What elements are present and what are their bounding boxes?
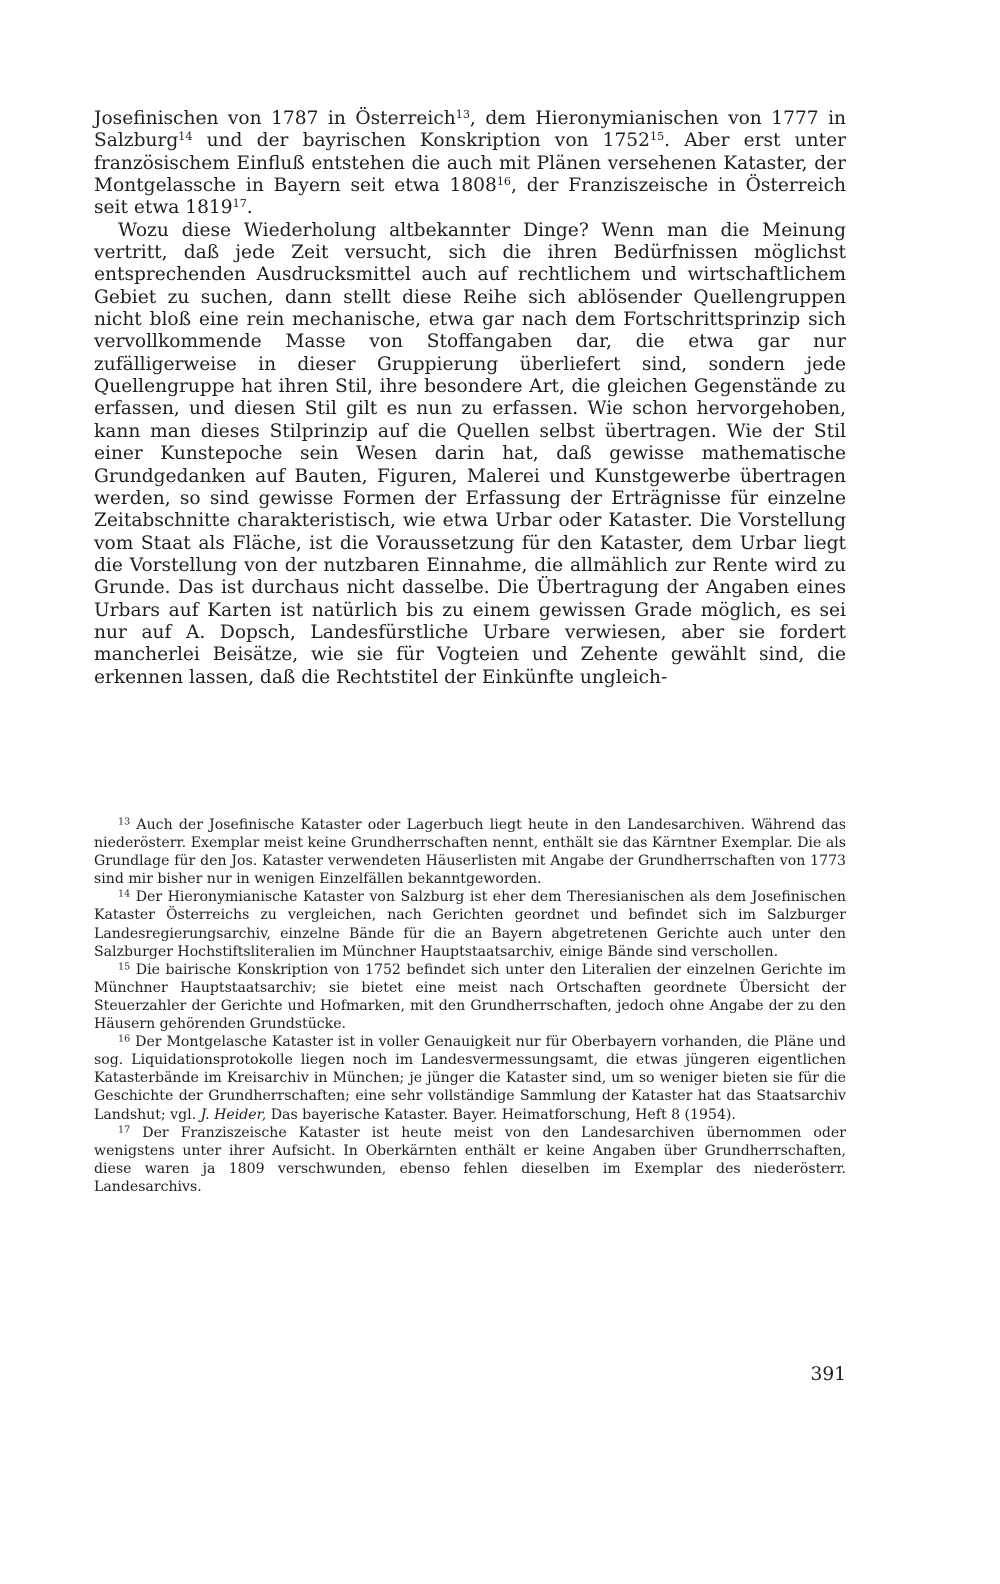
footnotes	[94, 816, 846, 1196]
footnote-ref-14: 14	[178, 130, 193, 144]
page-number: 391	[810, 1364, 846, 1385]
main-text	[94, 108, 846, 689]
footnote-number: 16	[118, 1033, 131, 1045]
footnote-text: Der Hieronymianische Kataster von Salzburg ist eher dem Theresianischen als dem Josefinischen Kataster Österreichs zu vergleichen, nach Gerichten geordnet und befindet sich im Salzburger Landesregierungsarchiv, einzelne Bände für die an Bayern abgetretenen Gerichte auch unter den Salzburger Hochstiftsliteralien im Münchner Hauptstaatsarchiv, einige Bände sind verschollen.	[94, 889, 847, 960]
paragraph-1: Josefinischen von 1787 in Österreich$^{13}$, dem Hieronymianischen von 1777 in Salzburg$^{14}$ und der bayrischen Konskription von 1752$^{15}$. Aber erst unter französischem Einfluß entstehen die auch mit Plänen versehenen Kataster, der Montgelassche in Bayern seit etwa 1808$^{16}$, der Franziszeische in Österreich seit etwa 1819$^{17}$.	[94, 107, 846, 219]
footnote-text: Auch der Josefinische Kataster oder Lagerbuch liegt heute in den Landesarchiven. Während das niederösterr. Exemplar meist keine Grundherrschaften nennt, enthält sie das Kärntner Exemplar. Die als Grundlage für den Jos. Kataster verwendeten Häuserlisten mit Angabe der Grundherrschaften von 1773 sind mir bisher nur in wenigen Einzelfällen bekanntgeworden.	[94, 817, 847, 888]
footnote-text: Die bairische Konskription von 1752 befindet sich unter den Literalien der einzelnen Gerichte im Münchner Hauptstaatsarchiv; sie bietet eine meist nach Ortschaften geordnete Übersicht der Steuerzahler der Gerichte und Hofmarken, mit den Grundherrschaften, jedoch ohne Angabe der zu den Häusern gehörenden Grundstücke.	[94, 961, 846, 1033]
footnote-text: Der Franziszeische Kataster ist heute meist von den Landesarchiven übernommen oder wenigstens unter ihrer Aufsicht. In Oberkärnten enthält er keine Angaben über Grundherrschaften, diese waren ja 1809 verschwunden, ebenso fehlen dieselben im Exemplar des niederösterr. Landesarchivs.	[94, 1124, 846, 1195]
footnote-15	[94, 961, 846, 1033]
footnote-16	[94, 1033, 846, 1123]
author-name: J. Heider,	[200, 1106, 267, 1123]
footnote-number: 15	[118, 961, 131, 973]
footnote-ref-13: 13	[455, 107, 470, 121]
footnote-ref-17: 17	[232, 197, 247, 211]
footnote-number: 14	[118, 889, 131, 901]
footnote-ref-16: 16	[496, 174, 512, 188]
book-page	[94, 107, 847, 1385]
footnote-text: Der Montgelasche Kataster ist in voller Genauigkeit nur für Oberbayern vorhanden, die Pläne und sog. Liquidationsprotokolle liegen noch im Landesvermessungsamt, die etwas jüngeren eigentlichen Katasterbände im Kreisarchiv in München; je jünger die Kataster sind, um so weniger bieten sie für die Geschichte der Grundherrschaften; eine sehr vollständige Sammlung der Kataster hat das Staatsarchiv Landshut; vgl.	[94, 1034, 846, 1123]
footnote-ref-15: 15	[649, 130, 665, 144]
footnote-17	[94, 1124, 846, 1196]
footnote-14	[94, 888, 846, 960]
paragraph-2: Wozu diese Wiederholung altbekannter Dinge? Wenn man die Meinung vertritt, daß jede Zeit versucht, sich die ihren Bedürfnissen möglichst entsprechenden Ausdrucksmittel auch auf rechtlichem und wirtschaftlichem Gebiet zu suchen, dann stellt diese Reihe sich ablösender Quellengruppen nicht bloß eine rein mechanische, etwa gar nach dem Fortschrittsprinzip sich vervollkommende Masse von Stoffangaben dar, die etwa gar nur zufälligerweise in dieser Gruppierung überliefert sind, sondern jede Quellengruppe hat ihren Stil, ihre besondere Art, die gleichen Gegenstände zu erfassen, und diesen Stil gilt es nun zu erfassen. Wie schon hervorgehoben, kann man dieses Stilprinzip auf die Quellen selbst übertragen. Wie der Stil einer Kunstepoche sein Wesen darin hat, daß gewisse mathematische Grundgedanken auf Bauten, Figuren, Malerei und Kunstgewerbe übertragen werden, so sind gewisse Formen der Erfassung der Erträgnisse für einzelne Zeitabschnitte charakteristisch, wie etwa Urbar oder Kataster. Die Vorstellung vom Staat als Fläche, ist die Voraussetzung für den Kataster, dem Urbar liegt die Vorstellung von der nutzbaren Einnahme, die allmählich zur Rente wird zu Grunde. Das ist durchaus nicht dasselbe. Die Übertragung der Angaben eines Urbars auf Karten ist natürlich bis zu einem gewissen Grade möglich, es sei nur auf A. Dopsch, Landesfürstliche Urbare verwiesen, aber sie fordert mancherlei Beisätze, wie sie für Vogteien und Zehente gewählt sind, die erkennen lassen, daß die Rechtstitel der Einkünfte ungleich-	[94, 219, 846, 688]
footnote-number: 17	[118, 1124, 131, 1136]
footnote-text: Das bayerische Kataster. Bayer. Heimatforschung, Heft 8 (1954).	[266, 1106, 736, 1123]
footnote-number: 13	[118, 816, 131, 828]
footnote-13	[94, 816, 846, 888]
